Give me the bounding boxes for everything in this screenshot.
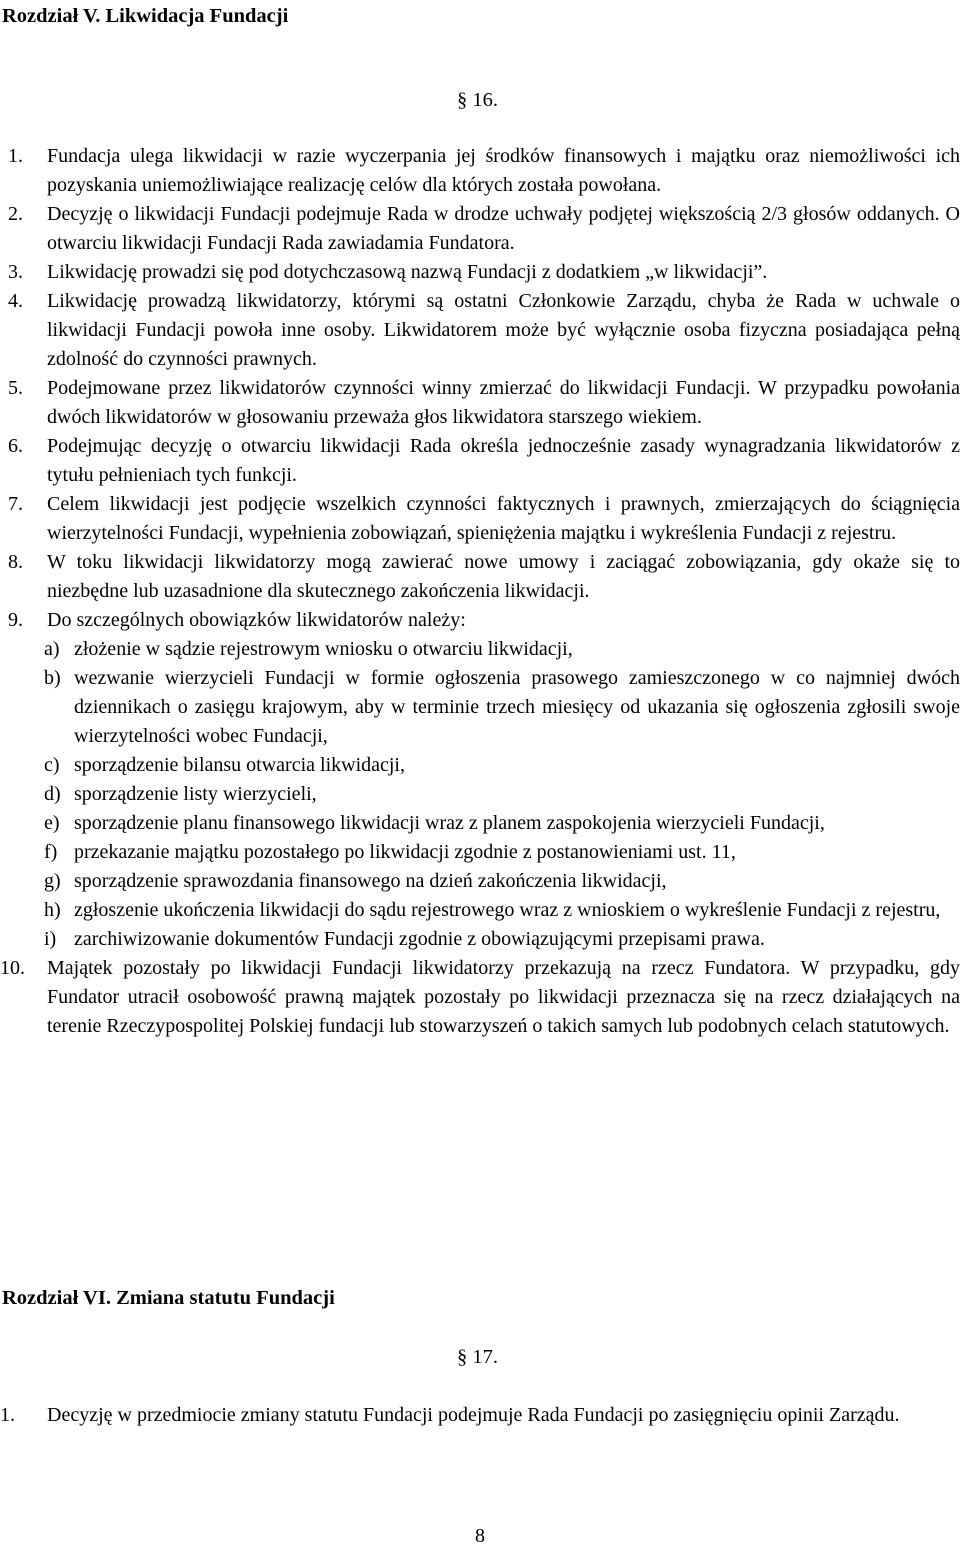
item-text: W toku likwidacji likwidatorzy mogą zawierać nowe umowy i zaciągać zobowiązania, gdy okaże się to niezbędne lub uzasadnione dla skutecznego zakończenia likwidacji. (47, 551, 960, 602)
sub-item (0, 896, 960, 925)
list-item (0, 490, 960, 548)
sub-item-letter: a) (44, 638, 60, 660)
sub-item-letter: d) (44, 783, 61, 805)
chapter-6-title: Rozdział VI. Zmiana statutu Fundacji (2, 1287, 335, 1309)
list-item (0, 200, 960, 258)
sub-item (0, 867, 960, 896)
sub-item-text: złożenie w sądzie rejestrowym wniosku o otwarciu likwidacji, (74, 638, 573, 660)
item-number: 10. (0, 957, 25, 979)
sub-item-letter: f) (44, 841, 58, 863)
item-number: 7. (8, 493, 23, 515)
sub-item-letter: g) (44, 870, 61, 892)
item-number: 8. (8, 551, 23, 573)
sub-item (0, 635, 960, 664)
item-number: 9. (8, 609, 23, 631)
sub-item-text: zarchiwizowanie dokumentów Fundacji zgodnie z obowiązującymi przepisami prawa. (74, 928, 765, 950)
sub-item-letter: b) (44, 667, 61, 689)
page-number: 8 (475, 1525, 485, 1547)
sub-item (0, 664, 960, 751)
paragraph-17-number: § 17. (457, 1346, 498, 1368)
item-text: Likwidację prowadzą likwidatorzy, którymi są ostatni Członkowie Zarządu, chyba że Rada w uchwale o likwidacji Fundacji powoła inne osoby. Likwidatorem może być wyłącznie osoba fizyczna posiadająca pełną zdolność do czynności prawnych. (47, 290, 960, 370)
item-number: 1. (8, 145, 23, 167)
sub-item-letter: h) (44, 899, 61, 921)
sub-item-text: sporządzenie sprawozdania finansowego na dzień zakończenia likwidacji, (74, 870, 667, 892)
sub-item-letter: i) (44, 928, 57, 950)
chapter-6-items (0, 1401, 960, 1430)
list-item (0, 606, 960, 635)
item-text: Do szczególnych obowiązków likwidatorów należy: (47, 609, 466, 631)
item-text: Decyzję o likwidacji Fundacji podejmuje Rada w drodze uchwały podjętej większością 2/3 głosów oddanych. O otwarciu likwidacji Fundacji Rada zawiadamia Fundatora. (47, 203, 960, 254)
list-item (0, 954, 960, 1041)
item-number: 2. (8, 203, 23, 225)
item-text: Fundacja ulega likwidacji w razie wyczerpania jej środków finansowych i majątku oraz niemożliwości ich pozyskania uniemożliwiające realizację celów dla których została powołana. (47, 145, 960, 196)
chapter-5-items (0, 142, 960, 1041)
sub-item-letter: c) (44, 754, 60, 776)
sub-item-text: przekazanie majątku pozostałego po likwidacji zgodnie z postanowieniami ust. 11, (74, 841, 736, 863)
sub-item-text: wezwanie wierzycieli Fundacji w formie ogłoszenia prasowego zamieszczonego w co najmniej dwóch dziennikach o zasięgu krajowym, aby w terminie trzech miesięcy od ukazania się ogłoszenia zgłosili swoje wierzytelności wobec Fundacji, (74, 667, 960, 747)
sub-item (0, 809, 960, 838)
list-item (0, 1401, 960, 1430)
list-item (0, 374, 960, 432)
item-text: Likwidację prowadzi się pod dotychczasową nazwą Fundacji z dodatkiem „w likwidacji”. (47, 261, 768, 283)
chapter-5-title: Rozdział V. Likwidacja Fundacji (2, 5, 289, 27)
sub-item-text: zgłoszenie ukończenia likwidacji do sądu rejestrowego wraz z wnioskiem o wykreślenie Fundacji z rejestru, (74, 899, 941, 921)
item-text: Celem likwidacji jest podjęcie wszelkich czynności faktycznych i prawnych, zmierzających do ściągnięcia wierzytelności Fundacji, wypełnienia zobowiązań, spieniężenia majątku i wykreślenia Fundacji z rejestru. (47, 493, 960, 544)
item-text: Podejmowane przez likwidatorów czynności winny zmierzać do likwidacji Fundacji. W przypadku powołania dwóch likwidatorów w głosowaniu przeważa głos likwidatora starszego wiekiem. (47, 377, 960, 428)
list-item (0, 258, 960, 287)
item-number: 3. (8, 261, 23, 283)
sub-item-letter: e) (44, 812, 60, 834)
list-item (0, 548, 960, 606)
item-number: 6. (8, 435, 23, 457)
sub-item-text: sporządzenie planu finansowego likwidacji wraz z planem zaspokojenia wierzycieli Fundacji, (74, 812, 825, 834)
list-item (0, 142, 960, 200)
sub-item (0, 925, 960, 954)
item-text: Majątek pozostały po likwidacji Fundacji likwidatorzy przekazują na rzecz Fundatora. W przypadku, gdy Fundator utracił osobowość prawną majątek pozostały po likwidacji przeznacza się na rzecz działających na terenie Rzeczypospolitej Polskiej fundacji lub stowarzyszeń o takich samych lub podobnych celach statutowych. (47, 957, 960, 1037)
sub-item-text: sporządzenie listy wierzycieli, (74, 783, 317, 805)
list-item (0, 432, 960, 490)
sub-item (0, 751, 960, 780)
item-number: 4. (8, 290, 23, 312)
item-number: 5. (8, 377, 23, 399)
item-number: 1. (0, 1404, 15, 1426)
sub-item (0, 780, 960, 809)
item-text: Decyzję w przedmiocie zmiany statutu Fundacji podejmuje Rada Fundacji po zasięgnięciu opinii Zarządu. (47, 1404, 900, 1426)
paragraph-16-number: § 16. (457, 89, 498, 111)
sub-item-text: sporządzenie bilansu otwarcia likwidacji, (74, 754, 405, 776)
list-item (0, 287, 960, 374)
sub-item (0, 838, 960, 867)
item-text: Podejmując decyzję o otwarciu likwidacji Rada określa jednocześnie zasady wynagradzania likwidatorów z tytułu pełnieniach tych funkcji. (47, 435, 960, 486)
